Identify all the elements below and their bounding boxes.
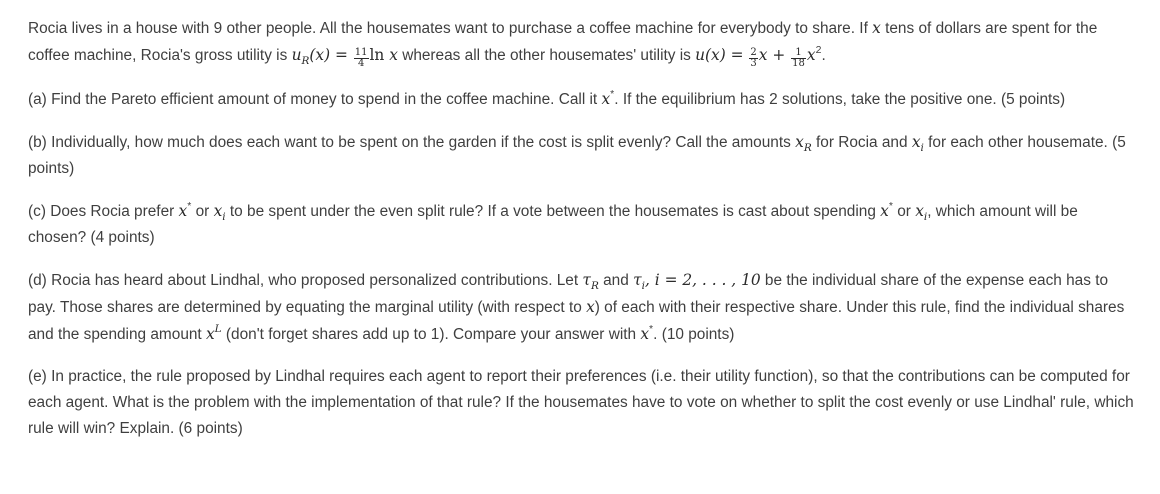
question-a-text-1: (a) Find the Pareto efficient amount of money to spend in the coffee machine. Call it	[28, 91, 602, 108]
math-tau: τ	[582, 271, 591, 289]
math-sub-R: R	[301, 55, 310, 67]
question-d-text-5: ) of each with their respective share. Under this rule, find the individual shares and the spending amount	[28, 299, 1125, 343]
housemate-utility-formula: u(x) =	[695, 46, 749, 64]
fraction-denominator: 3	[750, 58, 757, 69]
question-b-text-3: for each other housemate. (5 points)	[28, 134, 1126, 177]
math-x: x	[205, 325, 215, 343]
fraction-2-3	[749, 48, 757, 69]
math-sub-R: R	[590, 280, 599, 292]
math-sup-star: *	[610, 88, 615, 100]
question-d-text-6: (don't forget shares add up to 1). Compare your answer with	[221, 326, 641, 343]
math-x: x	[384, 46, 398, 64]
question-d-text-4: be the individual share of the expense each has to pay. Those shares are determined by equating the marginal utility (with respect to	[28, 272, 1109, 316]
question-b-text-1: (b) Individually, how much does each want to be spent on the garden if the cost is split evenly? Call the amounts	[28, 134, 796, 151]
math-x: x	[795, 133, 804, 151]
math-x-plus: x +	[758, 46, 791, 64]
math-sub-i: i	[923, 211, 928, 223]
question-b-text-2: for Rocia and	[811, 134, 912, 151]
problem-intro	[28, 15, 1138, 69]
question-e	[28, 364, 1138, 442]
math-comma: ,	[644, 271, 655, 289]
question-c-text-3: to be spent under the even split rule? If a vote between the housemates is cast about spending	[225, 203, 881, 220]
math-sup-star: *	[187, 200, 192, 212]
question-a	[28, 86, 1138, 113]
intro-text-2: tens of dollars are spent for the coffee machine, Rocia's gross utility is	[28, 20, 1098, 64]
question-c-text-5: , which amount will be chosen? (4 points)	[28, 203, 1078, 246]
fraction-denominator: 18	[792, 58, 805, 69]
question-c	[28, 198, 1138, 251]
fraction-numerator: 2	[750, 47, 757, 58]
math-x: x	[915, 202, 924, 220]
math-sup-star: *	[649, 323, 654, 335]
intro-text-3: whereas all the other housemates' utility is	[397, 47, 696, 64]
math-sup-2: 2	[815, 44, 822, 56]
fraction-11-4	[354, 48, 369, 69]
fraction-denominator: 4	[357, 58, 365, 69]
math-arg: (x) =	[309, 46, 353, 64]
math-x: x	[872, 19, 881, 37]
math-sup-L: L	[214, 323, 222, 335]
math-x: x	[178, 202, 188, 220]
rocia-utility-formula	[291, 46, 353, 67]
math-ln: ln	[369, 46, 385, 64]
question-d-text-2: and	[598, 272, 634, 289]
math-x: x	[213, 202, 223, 220]
fraction-numerator: 1	[791, 48, 806, 59]
math-x: x	[586, 298, 595, 316]
math-x: x	[601, 90, 611, 108]
math-x: x	[911, 133, 921, 151]
math-sub-i: i	[920, 142, 924, 154]
intro-text-1: Rocia lives in a house with 9 other people. All the housemates want to purchase a coffee machine for everybody to share. If	[28, 20, 873, 37]
math-sup-star: *	[888, 200, 893, 212]
problem-document	[28, 15, 1138, 458]
math-tau: τ	[633, 271, 642, 289]
fraction-numerator: 11	[354, 47, 368, 58]
math-sub-i: i	[222, 211, 226, 223]
math-u: u	[291, 46, 302, 64]
question-c-text-4: or	[892, 203, 916, 220]
question-d-text-1: (d) Rocia has heard about Lindhal, who proposed personalized contributions. Let	[28, 272, 583, 289]
question-b	[28, 129, 1138, 182]
math-x: x	[880, 202, 889, 220]
fraction-1-18	[791, 48, 806, 69]
question-c-text-2: or	[191, 203, 214, 220]
question-c-text-1: (c) Does Rocia prefer	[28, 203, 179, 220]
math-sub-R: R	[803, 142, 812, 154]
question-e-text: (e) In practice, the rule proposed by Lindhal requires each agent to report their preferences (i.e. their utility function), so that the contributions can be computed for each agent. What is the problem with the implementation of that rule? If the housemates have to vote on whether to split the cost evenly or use Lindhal' rule, which rule will win? Explain. (6 points)	[28, 368, 1134, 437]
math-x: x	[806, 46, 816, 64]
intro-text-4: .	[821, 47, 826, 64]
question-d-text-7: . (10 points)	[653, 326, 735, 343]
math-sub-i: i	[641, 280, 645, 292]
question-a-text-2: . If the equilibrium has 2 solutions, take the positive one. (5 points)	[614, 91, 1066, 108]
math-index-range: i = 2, . . . , 10	[654, 271, 761, 289]
question-d	[28, 267, 1138, 348]
math-x: x	[640, 325, 650, 343]
